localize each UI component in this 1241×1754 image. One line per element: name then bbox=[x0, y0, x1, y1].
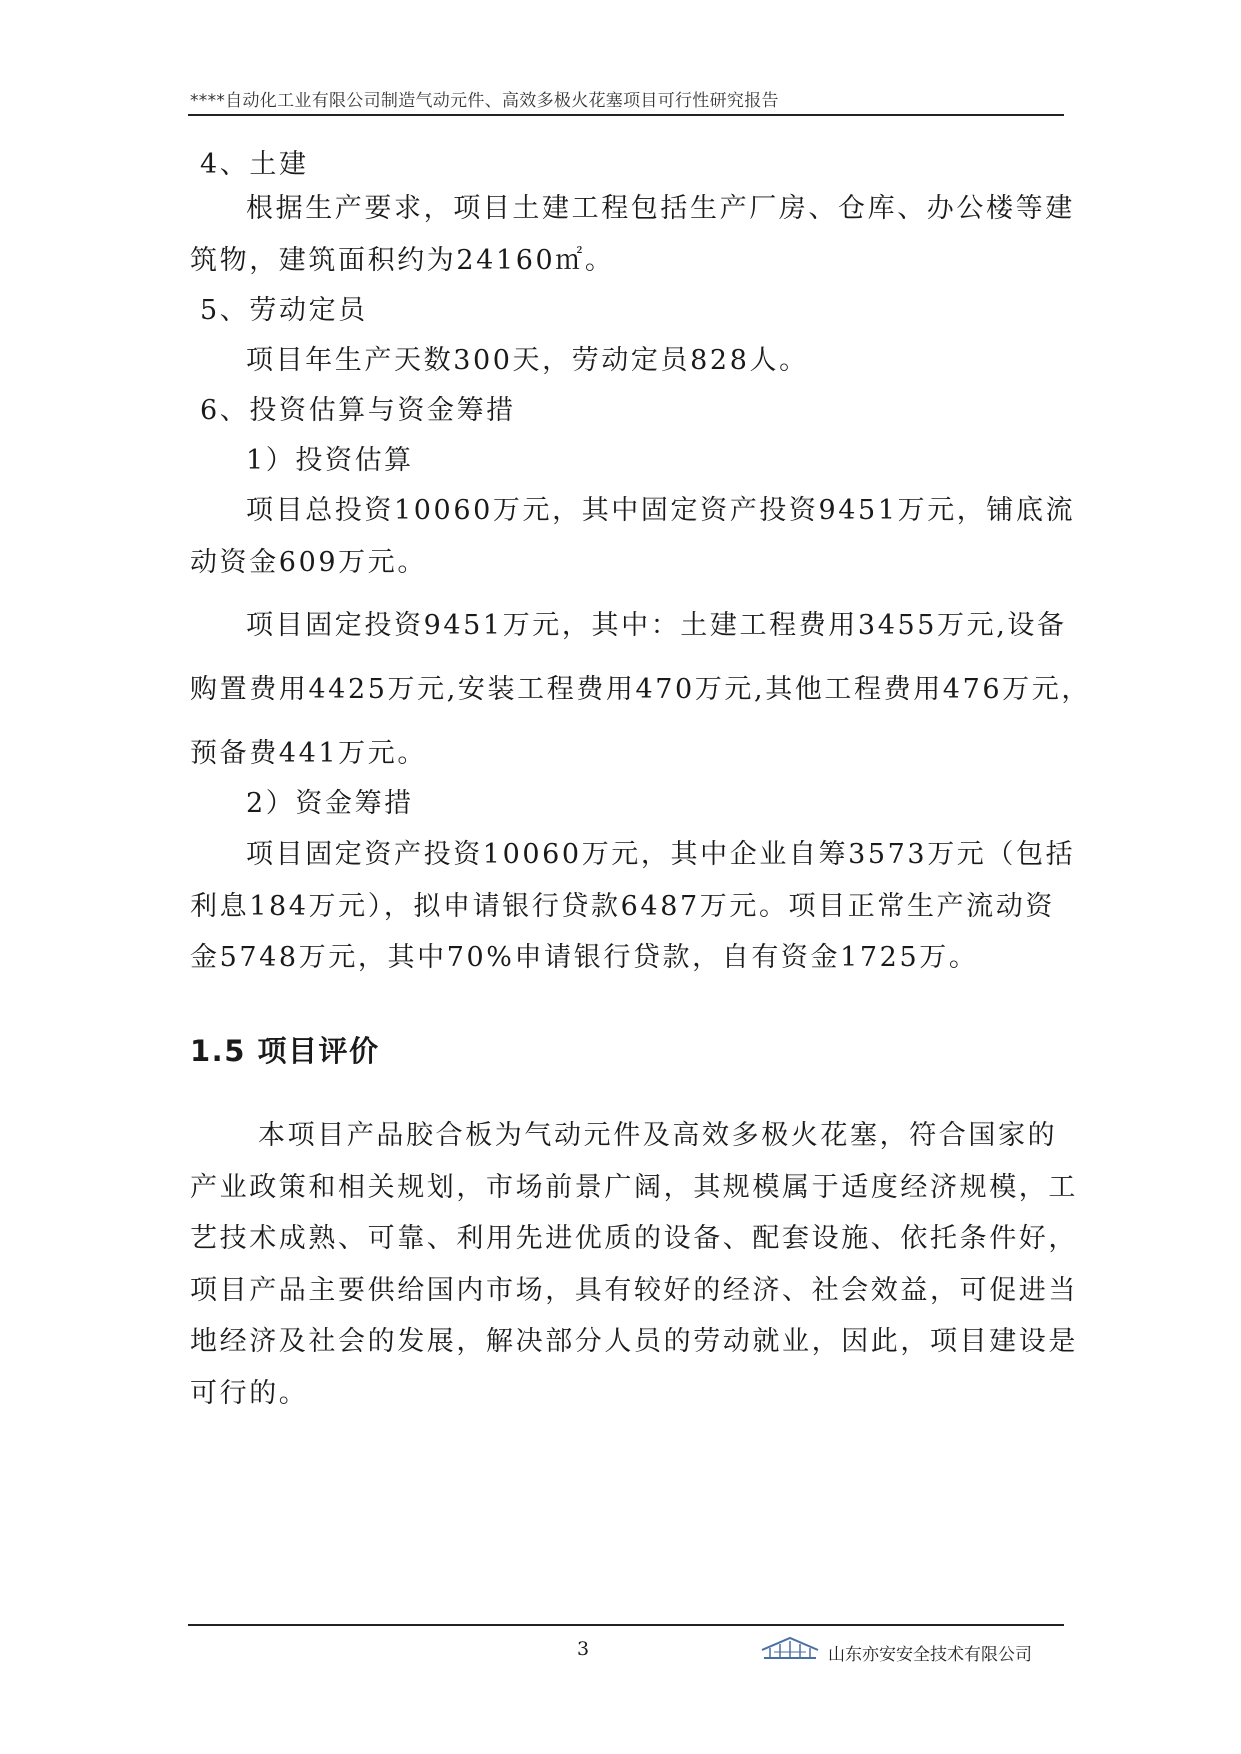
company-name: 山东亦安安全技术有限公司 bbox=[828, 1645, 1032, 1665]
header-divider bbox=[188, 114, 1064, 116]
sub-heading-estimate: 1）投资估算 bbox=[246, 445, 414, 476]
paragraph-line: 根据生产要求，项目土建工程包括生产厂房、仓库、办公楼等建 bbox=[246, 193, 1075, 224]
paragraph-line: 项目固定投资9451万元，其中：土建工程费用3455万元,设备 bbox=[246, 610, 1067, 641]
paragraph-line: 项目产品主要供给国内市场，具有较好的经济、社会效益，可促进当 bbox=[190, 1275, 1078, 1306]
paragraph-line: 地经济及社会的发展，解决部分人员的劳动就业，因此，项目建设是 bbox=[190, 1326, 1078, 1357]
item-heading-civil: 4、土建 bbox=[200, 149, 309, 180]
paragraph-line: 利息184万元），拟申请银行贷款6487万元。项目正常生产流动资 bbox=[190, 891, 1055, 922]
paragraph-line: 本项目产品胶合板为气动元件及高效多极火花塞，符合国家的 bbox=[258, 1120, 1058, 1151]
paragraph-line: 项目总投资10060万元，其中固定资产投资9451万元，铺底流 bbox=[246, 495, 1076, 526]
document-title: ****自动化工业有限公司制造气动元件、高效多极火花塞项目可行性研究报告 bbox=[190, 91, 779, 111]
paragraph-line: 产业政策和相关规划，市场前景广阔，其规模属于适度经济规模，工 bbox=[190, 1172, 1078, 1203]
footer-divider bbox=[188, 1624, 1064, 1626]
paragraph-line: 艺技术成熟、可靠、利用先进优质的设备、配套设施、依托条件好， bbox=[190, 1223, 1078, 1254]
paragraph-line: 筑物，建筑面积约为24160㎡。 bbox=[190, 245, 615, 276]
paragraph-line: 可行的。 bbox=[190, 1378, 309, 1409]
house-logo-icon bbox=[760, 1634, 820, 1662]
sub-heading-financing: 2）资金筹措 bbox=[246, 788, 414, 819]
paragraph-line: 项目年生产天数300天，劳动定员828人。 bbox=[246, 345, 809, 376]
paragraph-line: 动资金609万元。 bbox=[190, 547, 427, 578]
paragraph-line: 金5748万元，其中70%申请银行贷款，自有资金1725万。 bbox=[190, 942, 979, 973]
section-heading: 1.5 项目评价 bbox=[190, 1034, 380, 1068]
item-heading-investment: 6、投资估算与资金筹措 bbox=[200, 395, 516, 426]
paragraph-line: 项目固定资产投资10060万元，其中企业自筹3573万元（包括 bbox=[246, 839, 1076, 870]
paragraph-line: 购置费用4425万元,安装工程费用470万元,其他工程费用476万元， bbox=[190, 674, 1091, 705]
page-number: 3 bbox=[577, 1638, 590, 1660]
paragraph-line: 预备费441万元。 bbox=[190, 738, 427, 769]
item-heading-staffing: 5、劳动定员 bbox=[200, 295, 368, 326]
